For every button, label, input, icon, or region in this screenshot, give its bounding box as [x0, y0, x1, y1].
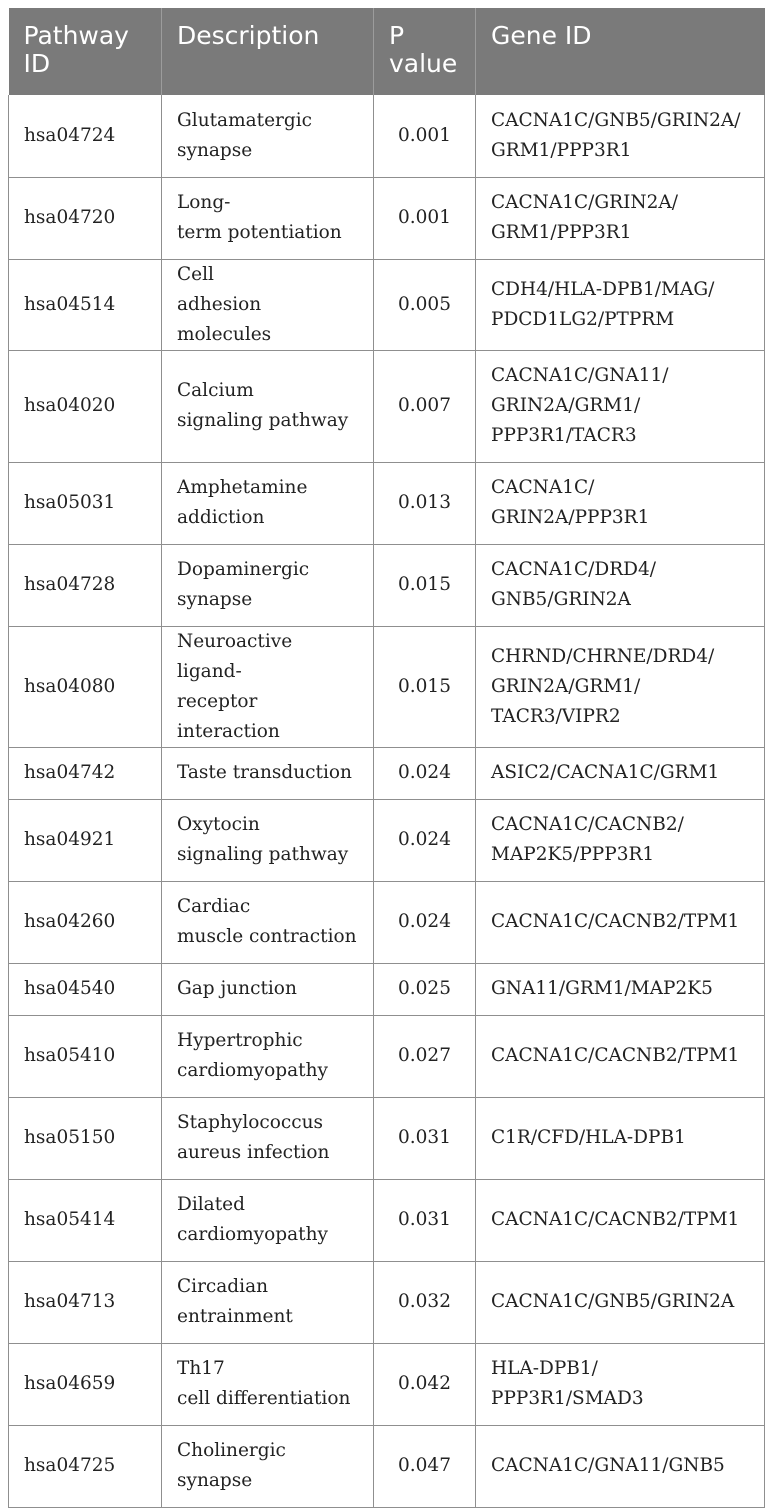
- description-cell: [162, 259, 374, 350]
- description-line: Circadian: [177, 1276, 269, 1297]
- pathway-id-cell: hsa04260: [9, 881, 162, 963]
- gene-id-line: GRIN2A/GRM1/: [491, 675, 641, 697]
- description-cell: [162, 1261, 374, 1343]
- pathway-id-cell: hsa05410: [9, 1015, 162, 1097]
- description-line: Oxytocin: [177, 814, 260, 835]
- p-value-cell: 0.024: [374, 799, 476, 881]
- description-cell: [162, 747, 374, 799]
- gene-id-line: PPP3R1/TACR3: [491, 425, 637, 446]
- pathway-id-cell: hsa04659: [9, 1343, 162, 1425]
- table-row: [9, 1425, 765, 1507]
- table-body: [9, 95, 765, 1507]
- gene-id-line: GRIN2A/PPP3R1: [491, 507, 650, 528]
- gene-id-line: CACNA1C/CACNB2/TPM1: [491, 911, 740, 932]
- table-row: [9, 462, 765, 544]
- pathway-id-cell: hsa04720: [9, 177, 162, 259]
- gene-id-cell: [476, 747, 765, 799]
- pathway-id-cell: hsa04713: [9, 1261, 162, 1343]
- gene-id-line: CACNA1C/: [491, 477, 595, 498]
- gene-id-cell: [476, 1343, 765, 1425]
- gene-id-line: CACNA1C/CACNB2/: [491, 814, 684, 835]
- description-line: signaling pathway: [177, 410, 349, 431]
- table-row: [9, 1343, 765, 1425]
- gene-id-cell: [476, 95, 765, 177]
- description-line: aureus infection: [177, 1142, 330, 1163]
- description-line: signaling pathway: [177, 844, 349, 865]
- description-cell: [162, 544, 374, 626]
- gene-id-cell: [476, 350, 765, 462]
- description-cell: [162, 626, 374, 747]
- pathway-id-cell: hsa04540: [9, 963, 162, 1015]
- description-line: synapse: [177, 589, 253, 610]
- description-line: Calcium: [177, 380, 254, 401]
- description-line: Dopaminergic: [177, 559, 310, 580]
- table-row: [9, 747, 765, 799]
- pathway-id-cell: hsa04725: [9, 1425, 162, 1507]
- table-row: [9, 963, 765, 1015]
- description-line: cardiomyopathy: [177, 1060, 328, 1081]
- description-line: receptor interaction: [177, 690, 280, 742]
- gene-id-line: CACNA1C/GNB5/GRIN2A: [491, 1291, 735, 1312]
- description-line: cell differentiation: [177, 1388, 351, 1409]
- gene-id-cell: [476, 177, 765, 259]
- table-header: [9, 8, 765, 95]
- p-value-cell: 0.047: [374, 1425, 476, 1507]
- gene-id-line: GRM1/PPP3R1: [491, 139, 632, 161]
- description-line: synapse: [177, 1470, 253, 1491]
- pathway-id-cell: hsa04080: [9, 626, 162, 747]
- gene-id-line: GRIN2A/GRM1/: [491, 395, 641, 416]
- table-row: [9, 1097, 765, 1179]
- header-p-value-line: value: [389, 49, 458, 78]
- p-value-cell: 0.031: [374, 1097, 476, 1179]
- description-line: Cell: [177, 263, 214, 285]
- p-value-cell: 0.007: [374, 350, 476, 462]
- header-gene-id: [476, 8, 765, 95]
- gene-id-cell: [476, 963, 765, 1015]
- table-row: [9, 1261, 765, 1343]
- description-line: Glutamatergic: [177, 109, 312, 131]
- table-row: [9, 799, 765, 881]
- gene-id-cell: [476, 259, 765, 350]
- p-value-cell: 0.013: [374, 462, 476, 544]
- p-value-cell: 0.042: [374, 1343, 476, 1425]
- p-value-cell: 0.001: [374, 95, 476, 177]
- description-cell: [162, 881, 374, 963]
- description-line: Amphetamine: [177, 477, 308, 498]
- gene-id-cell: [476, 1261, 765, 1343]
- header-pathway-id-line: ID: [23, 49, 51, 78]
- pathway-id-cell: hsa04921: [9, 799, 162, 881]
- description-cell: [162, 1097, 374, 1179]
- description-line: muscle contraction: [177, 926, 357, 947]
- description-cell: [162, 177, 374, 259]
- gene-id-line: C1R/CFD/HLA-DPB1: [491, 1127, 686, 1148]
- table-row: [9, 1179, 765, 1261]
- description-line: Taste transduction: [177, 762, 352, 783]
- header-pathway-id: [9, 8, 162, 95]
- gene-id-line: CACNA1C/DRD4/: [491, 559, 656, 580]
- pathway-table-container: [8, 8, 764, 1508]
- table-row: [9, 95, 765, 177]
- table-row: [9, 1015, 765, 1097]
- gene-id-line: CACNA1C/CACNB2/TPM1: [491, 1209, 740, 1230]
- description-line: Cholinergic: [177, 1440, 286, 1461]
- description-cell: [162, 799, 374, 881]
- description-line: term potentiation: [177, 222, 342, 243]
- gene-id-line: CACNA1C/GNA11/GNB5: [491, 1455, 725, 1476]
- description-line: synapse: [177, 139, 253, 161]
- gene-id-line: ASIC2/CACNA1C/GRM1: [491, 762, 720, 783]
- gene-id-line: CACNA1C/GRIN2A/: [491, 192, 678, 213]
- gene-id-cell: [476, 1425, 765, 1507]
- gene-id-line: PPP3R1/SMAD3: [491, 1388, 644, 1409]
- description-cell: [162, 462, 374, 544]
- header-gene-id-line: Gene ID: [491, 21, 592, 50]
- gene-id-cell: [476, 1179, 765, 1261]
- pathway-id-cell: hsa04728: [9, 544, 162, 626]
- gene-id-line: TACR3/VIPR2: [491, 705, 621, 727]
- description-line: Th17: [177, 1358, 225, 1379]
- description-line: Long-: [177, 192, 231, 213]
- gene-id-line: CHRND/CHRNE/DRD4/: [491, 645, 715, 667]
- table-row: [9, 350, 765, 462]
- description-line: addiction: [177, 507, 265, 528]
- header-p-value: [374, 8, 476, 95]
- gene-id-line: HLA-DPB1/: [491, 1358, 598, 1379]
- gene-id-cell: [476, 881, 765, 963]
- pathway-id-cell: hsa04724: [9, 95, 162, 177]
- table-row: [9, 544, 765, 626]
- gene-id-line: GNA11/GRM1/MAP2K5: [491, 978, 713, 999]
- gene-id-cell: [476, 462, 765, 544]
- pathway-id-cell: hsa05031: [9, 462, 162, 544]
- gene-id-line: CACNA1C/GNA11/: [491, 365, 669, 386]
- description-line: adhesion molecules: [177, 293, 272, 345]
- pathway-id-cell: hsa05414: [9, 1179, 162, 1261]
- gene-id-line: GNB5/GRIN2A: [491, 589, 631, 610]
- gene-id-line: GRM1/PPP3R1: [491, 222, 632, 243]
- p-value-cell: 0.027: [374, 1015, 476, 1097]
- description-cell: [162, 1015, 374, 1097]
- table-row: [9, 626, 765, 747]
- gene-id-cell: [476, 1097, 765, 1179]
- table-row: [9, 177, 765, 259]
- p-value-cell: 0.024: [374, 747, 476, 799]
- description-line: entrainment: [177, 1306, 293, 1327]
- gene-id-cell: [476, 1015, 765, 1097]
- description-line: Gap junction: [177, 978, 297, 999]
- p-value-cell: 0.015: [374, 544, 476, 626]
- p-value-cell: 0.025: [374, 963, 476, 1015]
- pathway-enrichment-table: [8, 8, 765, 1508]
- pathway-id-cell: hsa04020: [9, 350, 162, 462]
- gene-id-cell: [476, 544, 765, 626]
- p-value-cell: 0.005: [374, 259, 476, 350]
- p-value-cell: 0.032: [374, 1261, 476, 1343]
- description-cell: [162, 963, 374, 1015]
- description-cell: [162, 1179, 374, 1261]
- table-row: [9, 881, 765, 963]
- pathway-id-cell: hsa04742: [9, 747, 162, 799]
- p-value-cell: 0.024: [374, 881, 476, 963]
- description-cell: [162, 1425, 374, 1507]
- description-cell: [162, 350, 374, 462]
- gene-id-line: PDCD1LG2/PTPRM: [491, 308, 675, 330]
- gene-id-line: CACNA1C/GNB5/GRIN2A/: [491, 109, 741, 131]
- description-line: Cardiac: [177, 896, 251, 917]
- gene-id-line: MAP2K5/PPP3R1: [491, 844, 655, 865]
- header-pathway-id-line: Pathway: [23, 21, 129, 50]
- header-description-line: Description: [177, 21, 320, 50]
- description-line: Staphylococcus: [177, 1112, 324, 1133]
- description-line: Neuroactive ligand-: [177, 630, 293, 682]
- p-value-cell: 0.015: [374, 626, 476, 747]
- description-cell: [162, 95, 374, 177]
- gene-id-cell: [476, 626, 765, 747]
- gene-id-line: CDH4/HLA-DPB1/MAG/: [491, 278, 715, 300]
- header-description: [162, 8, 374, 95]
- gene-id-cell: [476, 799, 765, 881]
- pathway-id-cell: hsa05150: [9, 1097, 162, 1179]
- description-line: cardiomyopathy: [177, 1224, 328, 1245]
- description-cell: [162, 1343, 374, 1425]
- table-row: [9, 259, 765, 350]
- p-value-cell: 0.001: [374, 177, 476, 259]
- description-line: Dilated: [177, 1194, 245, 1215]
- p-value-cell: 0.031: [374, 1179, 476, 1261]
- description-line: Hypertrophic: [177, 1030, 303, 1051]
- pathway-id-cell: hsa04514: [9, 259, 162, 350]
- gene-id-line: CACNA1C/CACNB2/TPM1: [491, 1045, 740, 1066]
- header-p-value-line: P: [389, 21, 405, 50]
